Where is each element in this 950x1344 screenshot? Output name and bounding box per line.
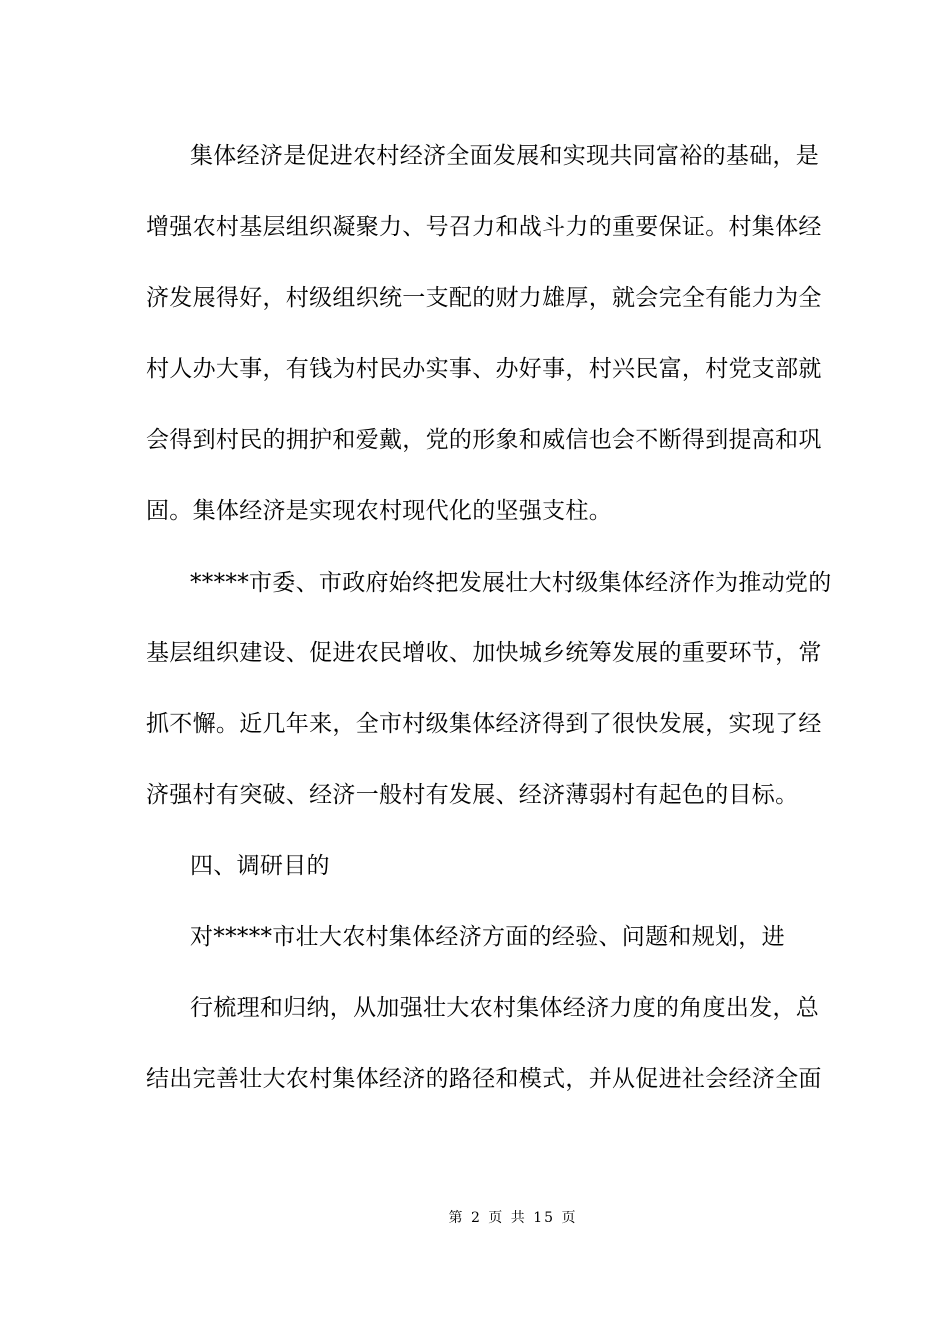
paragraph-line: 增强农村基层组织凝聚力、号召力和战斗力的重要保证。村集体经: [146, 214, 822, 240]
paragraph-line: 抓不懈。近几年来，全市村级集体经济得到了很快发展，实现了经: [146, 711, 822, 737]
page-footer: 第 2 页 共 15 页: [448, 1210, 578, 1226]
paragraph-line: 基层组织建设、促进农民增收、加快城乡统筹发展的重要环节，常: [146, 640, 822, 666]
section-heading: 四、调研目的: [190, 853, 330, 879]
paragraph-line: 固。集体经济是实现农村现代化的坚强支柱。: [146, 498, 612, 524]
paragraph-line: 济强村有突破、经济一般村有发展、经济薄弱村有起色的目标。: [146, 782, 799, 808]
paragraph-line: 村人办大事，有钱为村民办实事、办好事，村兴民富，村党支部就: [146, 356, 822, 382]
paragraph-line: *****市委、市政府始终把发展壮大村级集体经济作为推动党的: [190, 570, 832, 596]
paragraph-line: 结出完善壮大农村集体经济的路径和模式，并从促进社会经济全面: [146, 1066, 822, 1092]
paragraph-line: 行梳理和归纳，从加强壮大农村集体经济力度的角度出发，总: [190, 995, 820, 1021]
paragraph-line: 集体经济是促进农村经济全面发展和实现共同富裕的基础，是: [190, 143, 820, 169]
paragraph-line: 对*****市壮大农村集体经济方面的经验、问题和规划，进: [190, 924, 785, 950]
paragraph-line: 会得到村民的拥护和爱戴，党的形象和威信也会不断得到提高和巩: [146, 427, 822, 453]
paragraph-line: 济发展得好，村级组织统一支配的财力雄厚，就会完全有能力为全: [146, 285, 822, 311]
